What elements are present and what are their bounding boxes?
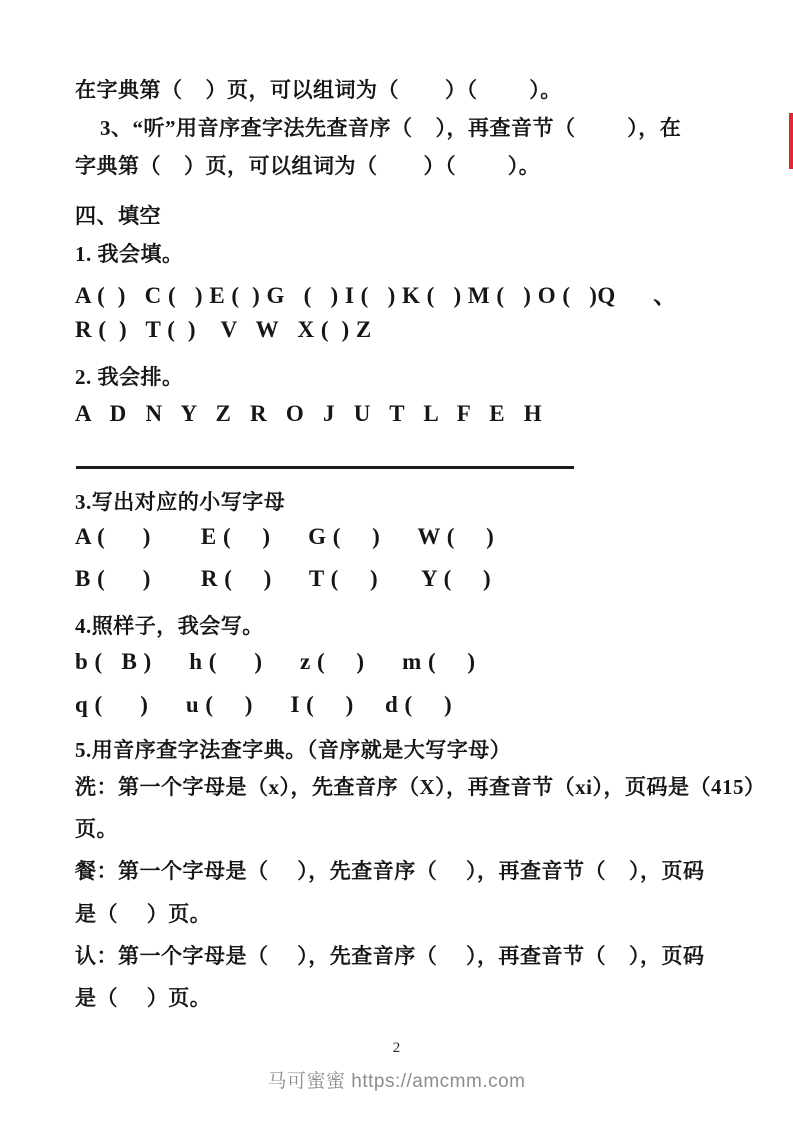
q1-alphabet-row-1: A ( ) C ( ) E ( ) G ( ) I ( ) K ( ) M ( ) O ( )Q 、	[75, 283, 677, 308]
dict-lookup-line-1: 在字典第（ ）页，可以组词为（ ）（ ）。	[75, 78, 562, 102]
q4-lowercase-row-2: q ( ) u ( ) I ( ) d ( )	[75, 692, 453, 717]
q5-can-line-1: 餐：第一个字母是（ ），先查音序（ ），再查音节（ ），页码	[75, 859, 705, 883]
q1-alphabet-row-2: R ( ) T ( ) V W X ( ) Z	[75, 317, 372, 342]
q3-uppercase-row-1: A ( ) E ( ) G ( ) W ( )	[75, 524, 495, 549]
q3-uppercase-row-2: B ( ) R ( ) T ( ) Y ( )	[75, 566, 492, 591]
q4-label: 4.照样子，我会写。	[75, 614, 264, 638]
red-edge-marker	[789, 113, 793, 169]
page-number: 2	[392, 1040, 401, 1056]
footer-watermark: 马可蜜蜜 https://amcmm.com	[267, 1071, 526, 1092]
answer-divider-line	[76, 466, 574, 469]
q5-ren-line-1: 认：第一个字母是（ ），先查音序（ ），再查音节（ ），页码	[75, 944, 705, 968]
q5-can-line-2: 是（ ）页。	[75, 902, 212, 926]
q2-letters-to-sort: A D N Y Z R O J U T L F E H	[75, 401, 543, 426]
q5-ren-line-2: 是（ ）页。	[75, 986, 212, 1010]
q5-label: 5.用音序查字法查字典。（音序就是大写字母）	[75, 738, 512, 762]
section-4-heading: 四、填空	[75, 204, 161, 228]
q5-xi-example-line-1: 洗：第一个字母是（x），先查音序（X），再查音节（xi），页码是（415）	[75, 775, 766, 799]
q3-label: 3.写出对应的小写字母	[75, 490, 286, 514]
q2-label: 2. 我会排。	[75, 365, 184, 389]
dict-lookup-line-2: 字典第（ ）页，可以组词为（ ）（ ）。	[75, 154, 541, 178]
question-3-listen-line: 3、“听”用音序查字法先查音序（ ），再查音节（ ），在	[100, 116, 682, 140]
q5-xi-example-line-2: 页。	[75, 817, 118, 841]
q4-lowercase-row-1: b ( B ) h ( ) z ( ) m ( )	[75, 649, 476, 674]
q1-label: 1. 我会填。	[75, 242, 184, 266]
